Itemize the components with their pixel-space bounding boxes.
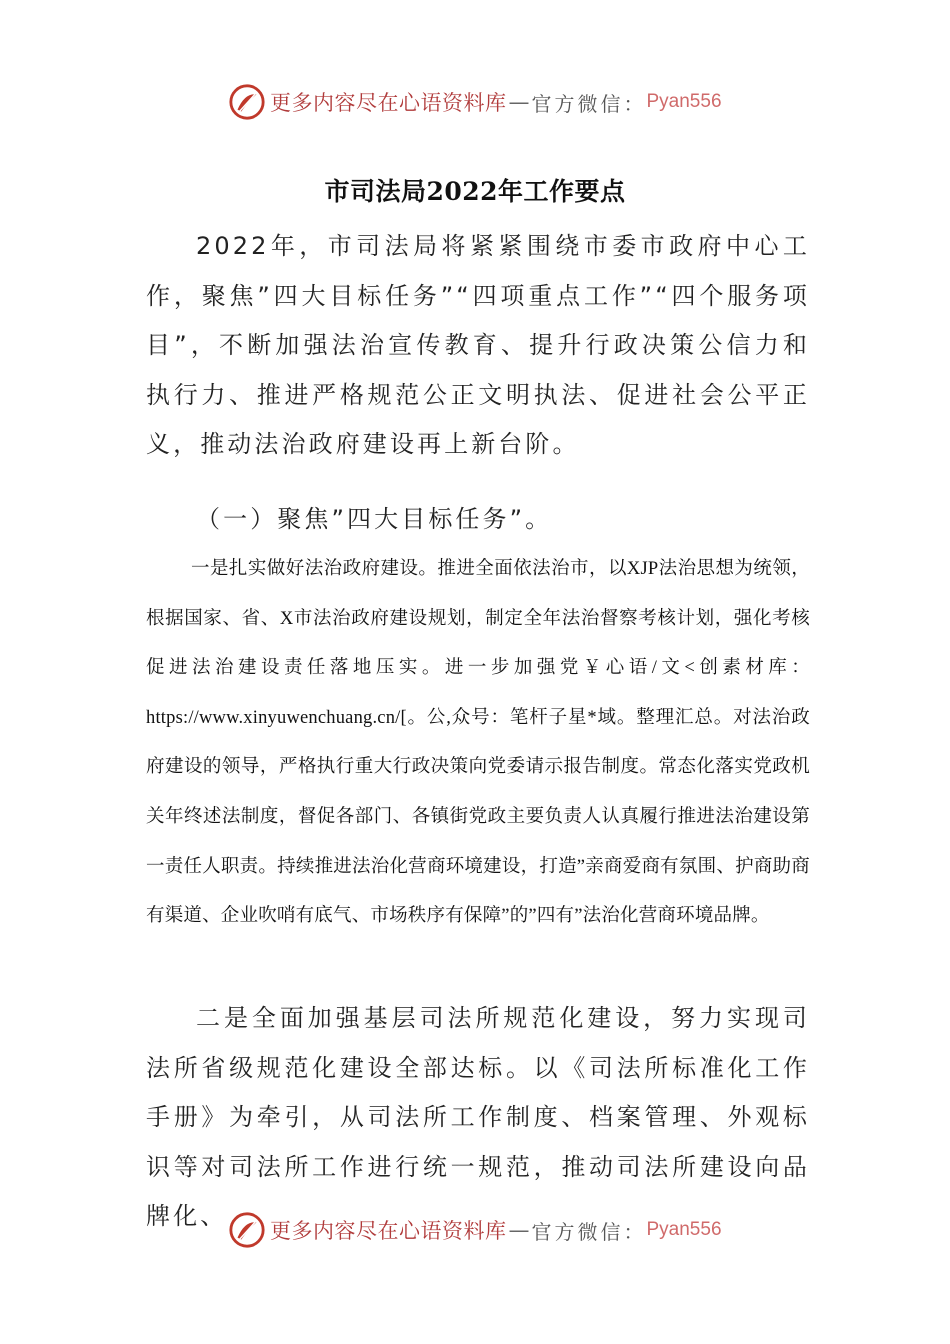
footer-banner xyxy=(228,1208,748,1252)
banner-dash: — xyxy=(508,1218,530,1242)
banner-dash: — xyxy=(508,90,530,114)
banner-wechat-id: Pyan556 xyxy=(646,91,722,112)
paragraph-item-1: 一是扎实做好法治政府建设。推进全面依法治市，以XJP法治思想为统领，根据国家、省、X市法治政府建设规划，制定全年法治督察考核计划，强化考核促进法治建设责任落地压实。进一步加强党￥心语/文<创素材库：https://www.xinyuwenchuang.cn/[。公,众号：笔杆子星*域。整理汇总。对法治政府建设的领导，严格执行重大行政决策向党委请示报告制度。常态化落实党政机关年终述法制度，督促各部门、各镇街党政主要负责人认真履行推进法治建设第一责任人职责。持续推进法治化营商环境建设，打造”亲商爱商有氛围、护商助商有渠道、企业吹哨有底气、市场秩序有保障”的”四有”法治化营商环境品牌。 xyxy=(146,559,810,927)
banner-wechat-id: Pyan556 xyxy=(646,1219,722,1240)
header-banner xyxy=(228,80,748,124)
banner-text: 更多内容尽在心语资料库 xyxy=(270,1219,507,1243)
paragraph-intro: 2022年，市司法局将紧紧围绕市委市政府中心工作，聚焦”四大目标任务”“四项重点工作”“四个服务项目”，不断加强法治宣传教育、提升行政决策公信力和执行力、推进严格规范公正文明执法、促进社会公平正义，推动法治政府建设再上新台阶。 xyxy=(146,232,810,458)
banner-label: 官方微信： xyxy=(531,1219,647,1244)
section-heading-1: （一）聚焦”四大目标任务”。 xyxy=(196,505,553,533)
logo-icon xyxy=(228,83,266,121)
banner-label: 官方微信： xyxy=(531,91,647,116)
banner-text: 更多内容尽在心语资料库 xyxy=(270,91,507,115)
paragraph-item-2: 二是全面加强基层司法所规范化建设，努力实现司法所省级规范化建设全部达标。以《司法所标准化工作手册》为牵引，从司法所工作制度、档案管理、外观标识等对司法所工作进行统一规范，推动司法所建设向品牌化、 xyxy=(146,1004,810,1230)
document-title: 市司法局2022年工作要点 xyxy=(324,177,626,206)
logo-icon xyxy=(228,1211,266,1249)
